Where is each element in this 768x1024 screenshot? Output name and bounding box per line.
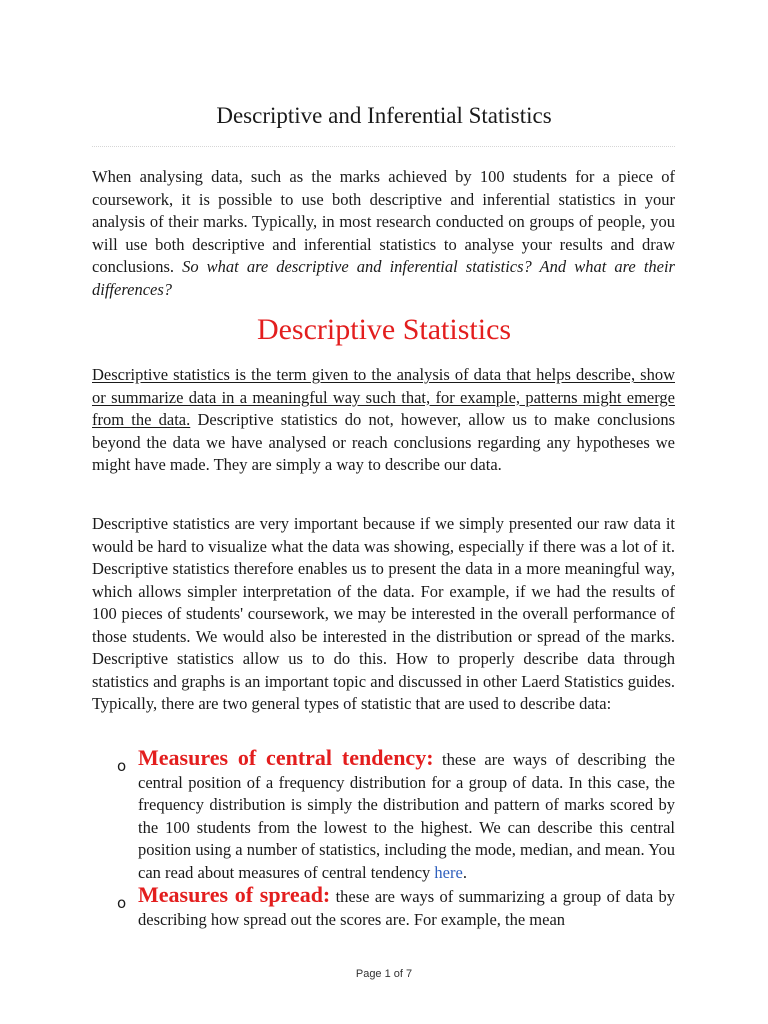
definition-underlined: Descriptive statistics is the term given to the analysis of data that helps describe, show or summarize data in a meaningful way such that, for example, patterns might emerge from the data. xyxy=(92,365,675,429)
list-item-text: these are ways of summarizing a group of data by describing how spread out the scores are. For example, the mean xyxy=(138,887,675,929)
bullet-marker: o xyxy=(117,757,127,775)
intro-question: So what are descriptive and inferential statistics? And what are their differences? xyxy=(92,257,675,299)
intro-paragraph xyxy=(92,166,675,301)
section-heading: Descriptive Statistics xyxy=(256,313,512,346)
definition-paragraph xyxy=(92,364,675,477)
list-item-text: these are ways of describing the central position of a frequency distribution for a group of data. In this case, the frequency distribution is simply the distribution and pattern of marks scored by the 100 students from the lowest to the highest. We can describe this central position using a number of statistics, including the mode, median, and mean. You can read about measures of central tendency xyxy=(138,750,675,882)
list-item-content xyxy=(138,747,675,884)
list-item-content xyxy=(138,884,675,931)
list-item-text-end: . xyxy=(462,862,467,882)
importance-paragraph: Descriptive statistics are very important because if we simply presented our raw data it would be hard to visualize what the data was showing, especially if there was a lot of it. Descriptive statistics therefore enables us to present the data in a more meaningful way, which allows simpler interpretation of the data. For example, if we had the results of 100 pieces of students' coursework, we may be interested in the overall performance of those students. We would also be interested in the distribution or spread of the marks. Descriptive statistics allow us to do this. How to properly describe data through statistics and graphs is an important topic and discussed in other Laerd Statistics guides. Typically, there are two general types of statistic that are used to describe data: xyxy=(92,514,675,713)
definition-rest: Descriptive statistics do not, however, allow us to make conclusions beyond the data we have analysed or reach conclusions regarding any hypotheses we might have made. They are simply a way to describe our data. xyxy=(92,410,676,474)
bullet-marker: o xyxy=(117,894,127,912)
title-divider xyxy=(92,146,675,147)
document-title: Descriptive and Inferential Statistics xyxy=(216,103,552,128)
list-item-term: Measures of spread: xyxy=(138,882,331,907)
central-tendency-link[interactable]: here xyxy=(434,862,463,882)
intro-text: When analysing data, such as the marks achieved by 100 students for a piece of coursework, it is possible to use both descriptive and inferential statistics in your analysis of their marks. Typically, in most research conducted on groups of people, you will use both descriptive and inferential statistics to analyse your results and draw conclusions. xyxy=(92,167,675,276)
page-number: Page 1 of 7 xyxy=(355,968,413,980)
list-item-term: Measures of central tendency: xyxy=(138,745,434,770)
